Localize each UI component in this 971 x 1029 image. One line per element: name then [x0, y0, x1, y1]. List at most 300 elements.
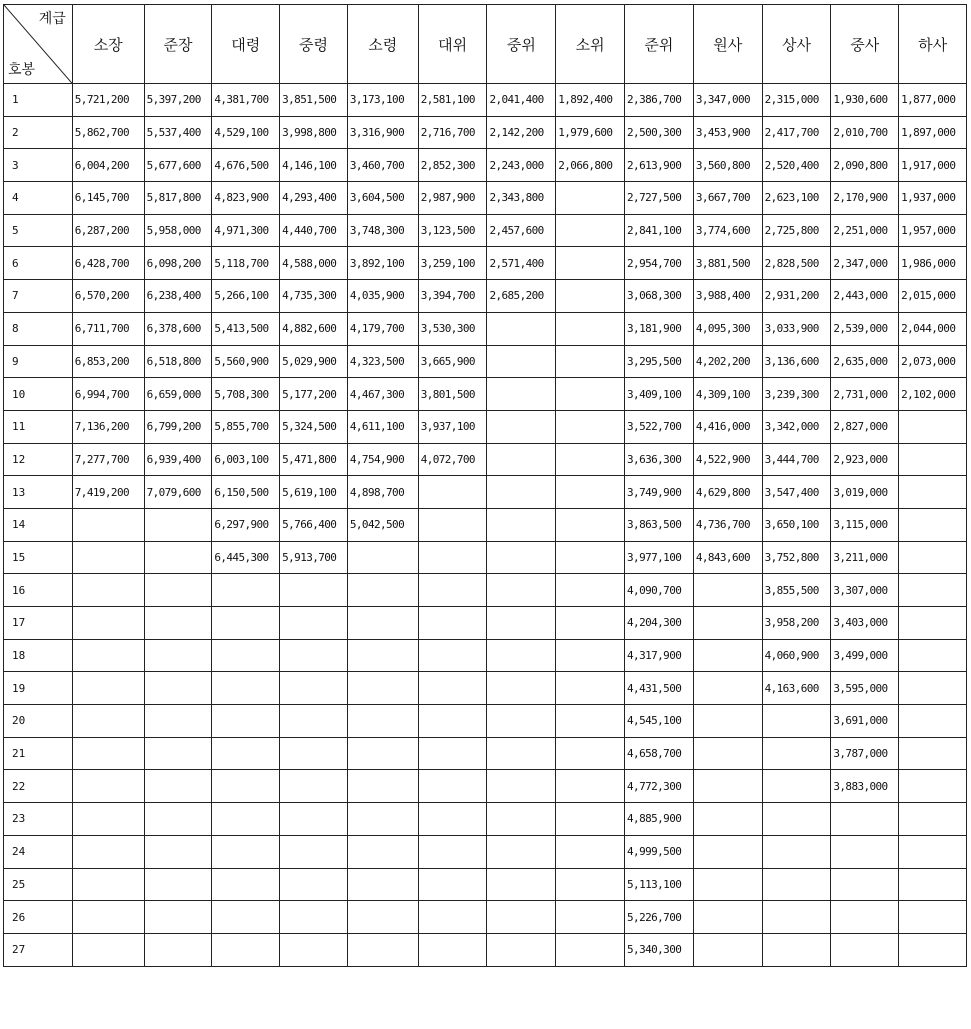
pay-cell — [280, 803, 348, 836]
pay-cell: 3,883,000 — [831, 770, 899, 803]
pay-cell — [831, 803, 899, 836]
pay-cell — [347, 933, 418, 966]
pay-cell: 2,443,000 — [831, 280, 899, 313]
pay-cell: 1,892,400 — [556, 84, 625, 117]
pay-cell — [556, 868, 625, 901]
pay-cell: 6,150,500 — [212, 476, 280, 509]
pay-cell — [899, 705, 967, 738]
pay-cell: 3,181,900 — [625, 312, 694, 345]
pay-cell — [487, 574, 556, 607]
pay-cell: 5,708,300 — [212, 378, 280, 411]
pay-cell: 2,347,000 — [831, 247, 899, 280]
pay-cell — [212, 803, 280, 836]
pay-cell — [280, 672, 348, 705]
pay-cell: 4,611,100 — [347, 410, 418, 443]
pay-cell: 3,752,800 — [762, 541, 831, 574]
header-row — [4, 5, 967, 84]
pay-cell — [144, 770, 212, 803]
pay-cell — [899, 835, 967, 868]
pay-cell — [899, 508, 967, 541]
table-row — [4, 901, 967, 934]
step-cell: 8 — [4, 312, 73, 345]
pay-cell — [212, 737, 280, 770]
pay-cell: 6,378,600 — [144, 312, 212, 345]
pay-cell — [693, 933, 762, 966]
pay-cell: 3,547,400 — [762, 476, 831, 509]
pay-cell: 3,522,700 — [625, 410, 694, 443]
pay-cell: 4,467,300 — [347, 378, 418, 411]
pay-cell: 3,115,000 — [831, 508, 899, 541]
step-cell: 21 — [4, 737, 73, 770]
rank-header: 중위 — [487, 5, 556, 84]
pay-cell: 3,394,700 — [418, 280, 487, 313]
table-row — [4, 770, 967, 803]
pay-cell: 2,828,500 — [762, 247, 831, 280]
pay-cell: 6,799,200 — [144, 410, 212, 443]
pay-cell: 2,015,000 — [899, 280, 967, 313]
pay-cell: 3,988,400 — [693, 280, 762, 313]
pay-cell — [347, 705, 418, 738]
pay-cell: 4,163,600 — [762, 672, 831, 705]
pay-cell — [899, 639, 967, 672]
pay-cell: 6,659,000 — [144, 378, 212, 411]
pay-cell: 3,307,000 — [831, 574, 899, 607]
pay-cell — [280, 607, 348, 640]
pay-cell: 5,471,800 — [280, 443, 348, 476]
pay-cell — [899, 737, 967, 770]
pay-cell — [144, 541, 212, 574]
pay-cell: 4,202,200 — [693, 345, 762, 378]
step-cell: 12 — [4, 443, 73, 476]
pay-cell — [487, 737, 556, 770]
step-cell: 24 — [4, 835, 73, 868]
pay-cell: 6,238,400 — [144, 280, 212, 313]
pay-cell — [280, 835, 348, 868]
pay-cell: 1,877,000 — [899, 84, 967, 117]
pay-cell: 4,309,100 — [693, 378, 762, 411]
pay-cell — [347, 901, 418, 934]
pay-cell — [72, 770, 144, 803]
pay-cell: 5,862,700 — [72, 116, 144, 149]
pay-cell — [487, 770, 556, 803]
pay-cell: 4,416,000 — [693, 410, 762, 443]
pay-cell — [212, 639, 280, 672]
pay-cell: 3,881,500 — [693, 247, 762, 280]
pay-cell: 4,323,500 — [347, 345, 418, 378]
pay-cell — [487, 705, 556, 738]
table-row — [4, 116, 967, 149]
pay-cell: 2,725,800 — [762, 214, 831, 247]
pay-cell: 3,295,500 — [625, 345, 694, 378]
pay-cell: 3,977,100 — [625, 541, 694, 574]
pay-cell — [693, 770, 762, 803]
pay-cell: 5,177,200 — [280, 378, 348, 411]
step-cell: 6 — [4, 247, 73, 280]
pay-cell: 2,102,000 — [899, 378, 967, 411]
pay-cell: 5,226,700 — [625, 901, 694, 934]
step-cell: 26 — [4, 901, 73, 934]
pay-cell — [418, 508, 487, 541]
pay-cell: 2,954,700 — [625, 247, 694, 280]
step-cell: 7 — [4, 280, 73, 313]
pay-cell: 4,529,100 — [212, 116, 280, 149]
pay-cell — [487, 443, 556, 476]
pay-cell — [899, 410, 967, 443]
pay-cell: 3,123,500 — [418, 214, 487, 247]
pay-cell: 3,787,000 — [831, 737, 899, 770]
step-cell: 14 — [4, 508, 73, 541]
pay-cell — [762, 901, 831, 934]
pay-cell: 5,560,900 — [212, 345, 280, 378]
pay-cell: 2,243,000 — [487, 149, 556, 182]
pay-cell: 3,347,000 — [693, 84, 762, 117]
pay-cell: 4,736,700 — [693, 508, 762, 541]
table-row — [4, 803, 967, 836]
pay-cell — [72, 672, 144, 705]
step-cell: 23 — [4, 803, 73, 836]
pay-cell — [556, 476, 625, 509]
pay-cell: 2,539,000 — [831, 312, 899, 345]
pay-cell — [556, 737, 625, 770]
pay-cell — [487, 639, 556, 672]
pay-cell: 2,613,900 — [625, 149, 694, 182]
pay-cell: 2,923,000 — [831, 443, 899, 476]
pay-cell: 6,570,200 — [72, 280, 144, 313]
pay-cell: 5,118,700 — [212, 247, 280, 280]
pay-cell — [762, 803, 831, 836]
pay-cell: 3,855,500 — [762, 574, 831, 607]
table-row — [4, 607, 967, 640]
pay-cell — [347, 607, 418, 640]
pay-cell — [212, 868, 280, 901]
pay-cell — [899, 672, 967, 705]
pay-cell: 3,136,600 — [762, 345, 831, 378]
pay-cell — [693, 639, 762, 672]
pay-cell — [556, 933, 625, 966]
pay-cell: 4,060,900 — [762, 639, 831, 672]
pay-cell — [144, 737, 212, 770]
pay-cell: 1,979,600 — [556, 116, 625, 149]
pay-cell — [556, 574, 625, 607]
pay-cell — [418, 541, 487, 574]
rank-header: 중령 — [280, 5, 348, 84]
pay-cell: 2,827,000 — [831, 410, 899, 443]
pay-cell — [347, 672, 418, 705]
pay-cell: 4,179,700 — [347, 312, 418, 345]
pay-cell: 3,863,500 — [625, 508, 694, 541]
pay-cell — [144, 933, 212, 966]
table-row — [4, 214, 967, 247]
pay-cell — [144, 803, 212, 836]
pay-cell: 3,774,600 — [693, 214, 762, 247]
pay-cell — [556, 803, 625, 836]
pay-cell — [487, 672, 556, 705]
pay-cell: 1,957,000 — [899, 214, 967, 247]
pay-cell — [280, 901, 348, 934]
table-row — [4, 933, 967, 966]
pay-cell: 2,090,800 — [831, 149, 899, 182]
pay-cell: 5,413,500 — [212, 312, 280, 345]
pay-cell — [487, 312, 556, 345]
pay-cell — [556, 639, 625, 672]
pay-cell: 2,727,500 — [625, 182, 694, 215]
pay-cell — [72, 737, 144, 770]
rank-header: 하사 — [899, 5, 967, 84]
pay-cell — [144, 835, 212, 868]
pay-cell — [762, 737, 831, 770]
pay-cell — [487, 607, 556, 640]
step-cell: 18 — [4, 639, 73, 672]
pay-cell: 3,749,900 — [625, 476, 694, 509]
pay-cell: 2,931,200 — [762, 280, 831, 313]
pay-cell: 3,453,900 — [693, 116, 762, 149]
corner-rank-label: 계급 — [38, 11, 66, 27]
pay-cell — [212, 705, 280, 738]
pay-cell: 4,431,500 — [625, 672, 694, 705]
pay-cell — [487, 378, 556, 411]
pay-cell — [556, 672, 625, 705]
pay-cell — [418, 868, 487, 901]
pay-cell: 6,518,800 — [144, 345, 212, 378]
pay-cell: 1,897,000 — [899, 116, 967, 149]
pay-cell: 3,667,700 — [693, 182, 762, 215]
pay-cell: 4,293,400 — [280, 182, 348, 215]
pay-cell — [487, 803, 556, 836]
pay-cell: 7,419,200 — [72, 476, 144, 509]
pay-cell — [212, 770, 280, 803]
pay-cell — [280, 933, 348, 966]
pay-cell — [899, 933, 967, 966]
pay-cell: 5,721,200 — [72, 84, 144, 117]
pay-cell — [280, 574, 348, 607]
pay-cell: 3,560,800 — [693, 149, 762, 182]
table-body — [4, 84, 967, 967]
pay-cell: 5,913,700 — [280, 541, 348, 574]
step-cell: 4 — [4, 182, 73, 215]
corner-step-label: 호봉 — [8, 62, 36, 78]
pay-cell: 3,342,000 — [762, 410, 831, 443]
pay-cell: 3,444,700 — [762, 443, 831, 476]
pay-cell: 1,986,000 — [899, 247, 967, 280]
pay-cell: 4,898,700 — [347, 476, 418, 509]
pay-cell — [899, 476, 967, 509]
pay-cell: 4,317,900 — [625, 639, 694, 672]
pay-cell — [899, 901, 967, 934]
pay-cell — [556, 443, 625, 476]
pay-cell: 7,277,700 — [72, 443, 144, 476]
pay-cell — [487, 345, 556, 378]
rank-header: 준장 — [144, 5, 212, 84]
pay-cell — [144, 574, 212, 607]
pay-cell: 4,823,900 — [212, 182, 280, 215]
pay-cell: 4,095,300 — [693, 312, 762, 345]
pay-cell: 2,010,700 — [831, 116, 899, 149]
pay-cell: 3,958,200 — [762, 607, 831, 640]
pay-cell — [556, 378, 625, 411]
pay-cell: 4,440,700 — [280, 214, 348, 247]
pay-cell — [72, 508, 144, 541]
pay-cell — [212, 901, 280, 934]
pay-cell — [899, 574, 967, 607]
corner-cell — [4, 5, 73, 84]
pay-cell: 4,090,700 — [625, 574, 694, 607]
pay-cell: 1,930,600 — [831, 84, 899, 117]
step-cell: 20 — [4, 705, 73, 738]
pay-cell: 2,073,000 — [899, 345, 967, 378]
pay-cell — [487, 868, 556, 901]
pay-cell — [347, 639, 418, 672]
pay-cell: 4,658,700 — [625, 737, 694, 770]
pay-cell: 3,636,300 — [625, 443, 694, 476]
table-row — [4, 378, 967, 411]
pay-cell — [899, 443, 967, 476]
pay-cell: 3,068,300 — [625, 280, 694, 313]
pay-cell — [693, 672, 762, 705]
pay-cell: 1,917,000 — [899, 149, 967, 182]
pay-cell — [693, 574, 762, 607]
pay-cell: 3,801,500 — [418, 378, 487, 411]
pay-cell: 3,259,100 — [418, 247, 487, 280]
step-cell: 22 — [4, 770, 73, 803]
rank-header: 소장 — [72, 5, 144, 84]
table-row — [4, 312, 967, 345]
table-row — [4, 639, 967, 672]
pay-cell — [556, 835, 625, 868]
pay-cell: 2,716,700 — [418, 116, 487, 149]
pay-cell — [831, 933, 899, 966]
pay-cell: 6,297,900 — [212, 508, 280, 541]
pay-cell: 3,937,100 — [418, 410, 487, 443]
pay-cell — [556, 541, 625, 574]
pay-cell: 3,173,100 — [347, 84, 418, 117]
table-row — [4, 868, 967, 901]
pay-cell — [762, 835, 831, 868]
pay-cell — [556, 182, 625, 215]
pay-cell: 6,003,100 — [212, 443, 280, 476]
pay-cell: 5,677,600 — [144, 149, 212, 182]
table-row — [4, 443, 967, 476]
pay-cell: 7,079,600 — [144, 476, 212, 509]
pay-cell — [418, 705, 487, 738]
table-row — [4, 541, 967, 574]
pay-cell — [280, 737, 348, 770]
pay-cell — [347, 737, 418, 770]
pay-cell: 2,251,000 — [831, 214, 899, 247]
pay-cell: 4,971,300 — [212, 214, 280, 247]
pay-cell: 3,316,900 — [347, 116, 418, 149]
pay-cell — [556, 345, 625, 378]
pay-cell — [831, 868, 899, 901]
rank-header: 대위 — [418, 5, 487, 84]
pay-cell: 5,817,800 — [144, 182, 212, 215]
pay-cell: 4,772,300 — [625, 770, 694, 803]
pay-cell — [418, 672, 487, 705]
pay-cell: 5,324,500 — [280, 410, 348, 443]
pay-cell — [418, 574, 487, 607]
pay-cell: 3,499,000 — [831, 639, 899, 672]
pay-cell: 2,044,000 — [899, 312, 967, 345]
pay-cell — [280, 770, 348, 803]
pay-cell — [72, 574, 144, 607]
pay-cell — [418, 476, 487, 509]
pay-cell: 4,545,100 — [625, 705, 694, 738]
pay-cell — [899, 803, 967, 836]
pay-cell — [693, 705, 762, 738]
pay-cell: 5,266,100 — [212, 280, 280, 313]
step-cell: 17 — [4, 607, 73, 640]
pay-cell: 3,665,900 — [418, 345, 487, 378]
pay-cell — [762, 868, 831, 901]
pay-cell: 5,958,000 — [144, 214, 212, 247]
table-row — [4, 737, 967, 770]
pay-cell: 4,676,500 — [212, 149, 280, 182]
pay-cell — [144, 672, 212, 705]
pay-cell — [487, 476, 556, 509]
pay-cell: 3,650,100 — [762, 508, 831, 541]
pay-cell — [556, 312, 625, 345]
pay-cell — [212, 574, 280, 607]
step-cell: 11 — [4, 410, 73, 443]
pay-cell — [762, 770, 831, 803]
pay-cell: 3,892,100 — [347, 247, 418, 280]
table-row — [4, 182, 967, 215]
pay-cell: 3,530,300 — [418, 312, 487, 345]
table-row — [4, 705, 967, 738]
pay-cell: 3,409,100 — [625, 378, 694, 411]
pay-cell — [418, 901, 487, 934]
rank-header: 준위 — [625, 5, 694, 84]
pay-cell — [556, 607, 625, 640]
pay-cell: 4,381,700 — [212, 84, 280, 117]
pay-cell — [762, 933, 831, 966]
pay-cell — [762, 705, 831, 738]
pay-cell — [693, 803, 762, 836]
pay-cell — [418, 803, 487, 836]
step-cell: 5 — [4, 214, 73, 247]
pay-cell: 5,855,700 — [212, 410, 280, 443]
pay-cell: 7,136,200 — [72, 410, 144, 443]
pay-cell — [212, 835, 280, 868]
pay-cell — [487, 933, 556, 966]
pay-cell: 5,113,100 — [625, 868, 694, 901]
pay-cell: 4,588,000 — [280, 247, 348, 280]
pay-cell — [693, 901, 762, 934]
rank-header: 대령 — [212, 5, 280, 84]
step-cell: 1 — [4, 84, 73, 117]
pay-cell: 4,843,600 — [693, 541, 762, 574]
pay-cell — [72, 639, 144, 672]
pay-cell — [72, 901, 144, 934]
pay-cell: 2,987,900 — [418, 182, 487, 215]
table-row — [4, 574, 967, 607]
pay-cell: 5,042,500 — [347, 508, 418, 541]
pay-cell: 4,522,900 — [693, 443, 762, 476]
pay-cell — [347, 574, 418, 607]
pay-cell: 2,041,400 — [487, 84, 556, 117]
pay-cell — [144, 901, 212, 934]
pay-cell: 5,537,400 — [144, 116, 212, 149]
pay-cell — [72, 868, 144, 901]
pay-cell: 6,145,700 — [72, 182, 144, 215]
pay-cell: 3,748,300 — [347, 214, 418, 247]
pay-cell — [556, 214, 625, 247]
pay-cell: 3,691,000 — [831, 705, 899, 738]
pay-cell — [72, 607, 144, 640]
pay-cell: 6,994,700 — [72, 378, 144, 411]
pay-cell: 6,428,700 — [72, 247, 144, 280]
pay-cell: 5,619,100 — [280, 476, 348, 509]
pay-cell: 3,403,000 — [831, 607, 899, 640]
